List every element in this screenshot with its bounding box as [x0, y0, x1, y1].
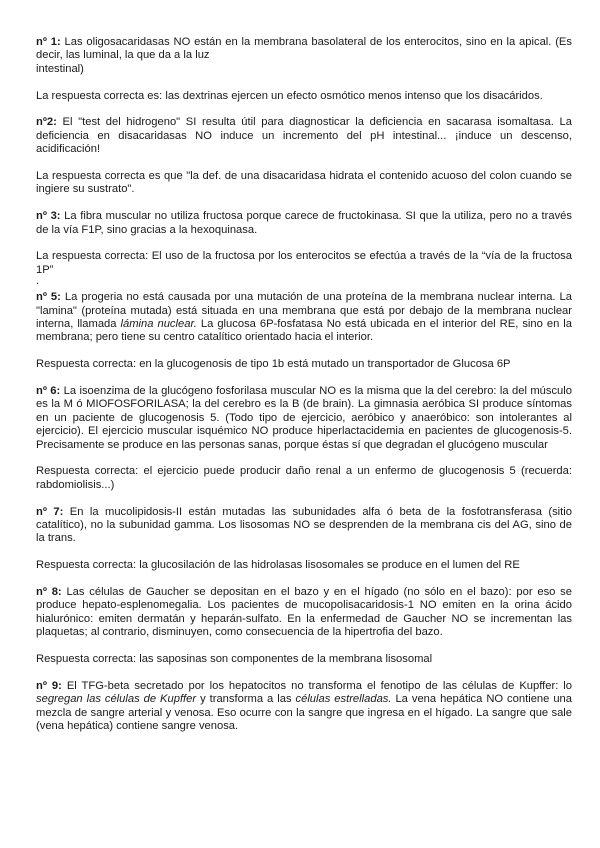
question-number: nº2:	[36, 116, 57, 129]
question-text: y transforma a las	[196, 693, 296, 706]
question-text-continued: intestinal)	[36, 62, 84, 75]
answer-3: La respuesta correcta: El uso de la fructosa por los enterocitos se efectúa a través de la “vía de la fructosa 1P”	[36, 250, 572, 276]
question-text: El "test del hidrogeno" SI resulta útil para diagnosticar la deficiencia en sacarasa isomaltasa. La deficiencia en disacaridasas NO induce un incremento del pH intestinal... ¡induce un descenso, acidificación!	[36, 116, 572, 156]
question-text: En la mucolipidosis-II están mutadas las subunidades alfa ó beta de la fosfotransferasa (sitio catalítico), no la subunidad gamma. Los lisosomas NO se desprenden de la membrana cis del AG, sino de la trans.	[36, 505, 572, 545]
question-text: La vena hepática NO contiene una mezcla de sangre arterial y venosa. Eso ocurre con la sangre que ingresa en el hígado. La sangre que sale (vena hepática) contiene sangre venosa.	[36, 693, 572, 733]
question-number: nº 8:	[36, 586, 62, 599]
question-number: nº 9:	[36, 679, 62, 692]
question-text-italic: segregan las células de Kupffer	[36, 693, 197, 706]
question-number: nº 1:	[36, 36, 61, 48]
question-7	[36, 506, 572, 546]
question-text: Las oligosacaridasas NO están en la membrana basolateral de los enterocitos, sino en la apical. (Es decir, las luminal, la que da a la luz	[36, 36, 572, 62]
answer-1: La respuesta correcta es: las dextrinas ejercen un efecto osmótico menos intenso que los disacáridos.	[36, 89, 543, 102]
question-text-italic: células estrelladas.	[295, 693, 392, 706]
question-text-italic: lámina nuclear.	[120, 318, 197, 331]
question-8	[36, 586, 572, 640]
answer-7: Respuesta correcta: la glucosilación de las hidrolasas lisosomales se produce en el lumen del RE	[36, 559, 520, 572]
question-3	[36, 210, 572, 237]
answer-5: Respuesta correcta: en la glucogenosis de tipo 1b está mutado un transportador de Glucosa 6P	[36, 358, 511, 371]
question-number: nº 6:	[36, 385, 61, 398]
question-number: nº 7:	[36, 505, 64, 518]
answer-8: Respuesta correcta: las saposinas son componentes de la membrana lisosomal	[36, 653, 433, 666]
question-text: La fibra muscular no utiliza fructosa porque carece de fructokinasa. SI que la utiliza, pero no a través de la vía F1P, sino gracias a la hexoquinasa.	[36, 210, 572, 236]
question-5	[36, 291, 572, 345]
answer-2: La respuesta correcta es que "la def. de una disacaridasa hidrata el contenido acuoso del colon cuando se ingiere su sustrato".	[36, 170, 572, 196]
question-number: nº 3:	[36, 210, 61, 223]
stray-dot: .	[36, 275, 40, 288]
question-number: nº 5:	[36, 291, 61, 304]
question-text: La glucosa 6P-fosfatasa No está ubicada en el interior del RE, sino en la membrana; pero tiene su centro catalítico orientado hacia el interior.	[36, 318, 573, 344]
question-text: La isoenzima de la glucógeno fosforilasa muscular NO es la misma que la del cerebro: la del músculo es la M ó MIOFOSFORILASA; la del cerebro es la B (de brain). La gimnasia aeróbica SI produce síntomas en un paciente de glucogenosis 5. (Todo tipo de ejercicio, aeróbico y anaeróbico: son intolerantes al ejercicio). El ejercicio muscular isquémico NO produce hiperlactacidemia en pacientes de glucogenosis-5. Precisamente se produce en las personas sanas, porque éstas sí que degradan el glucógeno muscular	[36, 385, 572, 451]
question-2	[36, 116, 572, 156]
question-6	[36, 385, 572, 452]
question-text: Las células de Gaucher se depositan en el bazo y en el hígado (no sólo en el bazo): por eso se produce hepato-esplenomegalia. Los pacientes de mucopolisacaridosis-1 NO emiten en la orina ácido hialurónico: emiten dermatán y heparán-sulfato. En la enfermedad de Gaucher NO se incrementan las plaquetas; al contrario, disminuyen, como consecuencia de la hipertrofia del bazo.	[36, 586, 572, 639]
question-9	[36, 680, 572, 734]
question-1	[36, 36, 572, 76]
answer-6: Respuesta correcta: el ejercicio puede producir daño renal a un enfermo de glucogenosis 5 (recuerda: rabdomiolisis...)	[36, 465, 572, 491]
question-text: El TFG-beta secretado por los hepatocitos no transforma el fenotipo de las células de Kupffer: lo	[61, 679, 572, 692]
question-text: La progeria no está causada por una mutación de una proteína de la membrana nuclear interna. La "lamina" (proteína mutada) está situada en una membrana que está por debajo de la membrana nuclear interna, llamada	[36, 291, 572, 331]
